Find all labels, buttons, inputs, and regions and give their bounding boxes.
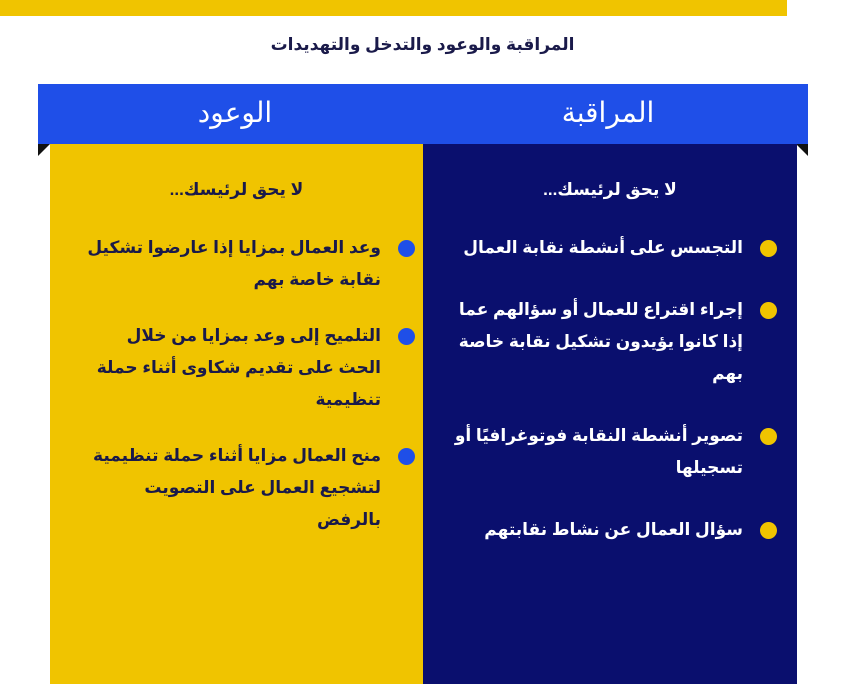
list-item (50, 320, 423, 416)
bullet-icon (760, 522, 777, 539)
list-item (423, 420, 797, 484)
bullet-icon (398, 240, 415, 257)
bullet-icon (398, 328, 415, 345)
monitoring-list (423, 232, 797, 576)
list-item (423, 232, 797, 264)
list-item (50, 440, 423, 536)
monitoring-subheading: لا يحق لرئيسك... (543, 180, 677, 199)
bullet-icon (760, 240, 777, 257)
list-item-text: التلميح إلى وعد بمزايا من خلال الحث على تقديم شكاوى أثناء حملة تنظيمية (96, 326, 381, 409)
list-item (423, 514, 797, 546)
page-title: المراقبة والوعود والتدخل والتهديدات (270, 35, 575, 54)
list-item-text: إجراء اقتراع للعمال أو سؤالهم عما إذا كانوا يؤيدون تشكيل نقابة خاصة بهم (458, 300, 743, 383)
list-item-text: وعد العمال بمزايا إذا عارضوا تشكيل نقابة خاصة بهم (87, 238, 381, 289)
list-item (423, 294, 797, 390)
list-item-text: التجسس على أنشطة نقابة العمال (463, 238, 743, 257)
promises-panel (50, 144, 423, 684)
list-item-text: منح العمال مزايا أثناء حملة تنظيمية لتشجيع العمال على التصويت بالرفض (93, 446, 381, 529)
top-accent-bar (0, 0, 787, 16)
bullet-icon (398, 448, 415, 465)
promises-subheading: لا يحق لرئيسك... (169, 180, 304, 199)
monitoring-panel (423, 144, 797, 684)
list-item (50, 232, 423, 296)
header-shadow-right (796, 144, 808, 156)
monitoring-heading: المراقبة (561, 97, 655, 128)
bullet-icon (760, 428, 777, 445)
list-item-text: تصوير أنشطة النقابة فوتوغرافيًا أو تسجيلها (454, 426, 743, 477)
list-item-text: سؤال العمال عن نشاط نقابتهم (484, 520, 743, 539)
bullet-icon (760, 302, 777, 319)
header-shadow-left (38, 144, 50, 156)
promises-list (50, 232, 423, 560)
promises-heading: الوعود (197, 97, 273, 128)
